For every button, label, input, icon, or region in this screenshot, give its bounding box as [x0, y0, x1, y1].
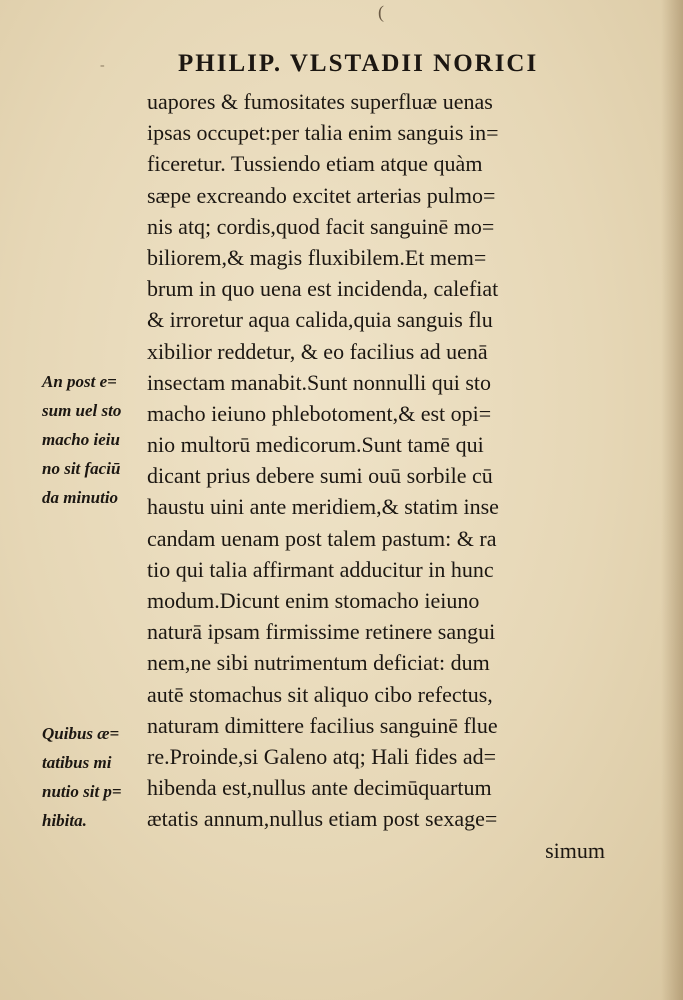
- marginal-line: nutio sit p=: [42, 782, 122, 801]
- text-line: ipsas occupet:per talia enim sanguis in=: [147, 120, 499, 146]
- marginal-line: no sit faciū: [42, 459, 121, 478]
- text-line: sæpe excreando excitet arterias pulmo=: [147, 182, 496, 208]
- text-line: insectam manabit.Sunt nonnulli qui sto: [147, 369, 492, 395]
- running-head: PHILIP. VLSTADII NORICI: [178, 50, 539, 77]
- text-line: ficeretur. Tussiendo etiam atque quàm: [147, 151, 483, 177]
- text-line: naturā ipsam firmissime retinere sangui: [147, 619, 496, 645]
- body-text: [147, 86, 607, 866]
- catchword: simum: [545, 837, 605, 863]
- marginal-line: hibita.: [42, 811, 87, 830]
- text-line: nem,ne sibi nutrimentum deficiat: dum: [147, 650, 490, 676]
- marginal-note-bloodletting-fasting: [42, 367, 121, 512]
- text-line: re.Proinde,si Galeno atq; Hali fides ad=: [147, 743, 497, 769]
- marginal-line: Quibus æ=: [42, 724, 120, 743]
- text-line: haustu uini ante meridiem,& statim inse: [147, 494, 499, 520]
- text-line: biliorem,& magis fluxibilem.Et mem=: [147, 244, 487, 270]
- marginal-line: macho ieiu: [42, 430, 120, 449]
- text-line: tio qui talia affirmant adducitur in hunc: [147, 556, 494, 582]
- text-line: nio multorū medicorum.Sunt tamē qui: [147, 432, 484, 458]
- text-line: autē stomachus sit aliquo cibo refectus,: [147, 681, 493, 707]
- text-line: & irroretur aqua calida,quia sanguis flu: [147, 307, 493, 333]
- marginal-line: da minutio: [42, 488, 119, 507]
- header-mark: -: [100, 58, 105, 73]
- text-line: macho ieiuno phlebotoment,& est opi=: [147, 400, 492, 426]
- text-line: candam uenam post talem pastum: & ra: [147, 525, 497, 551]
- text-line: xibilior reddetur, & eo facilius ad uenā: [147, 338, 488, 364]
- text-line: ætatis annum,nullus etiam post sexage=: [147, 806, 498, 832]
- marginal-note-ages: [42, 719, 122, 835]
- text-line: brum in quo uena est incidenda, calefiat: [147, 276, 499, 302]
- text-line: dicant prius debere sumi ouū sorbile cū: [147, 463, 493, 489]
- marginal-line: sum uel sto: [42, 401, 122, 420]
- marginal-line: tatibus mi: [42, 753, 112, 772]
- marginal-line: An post e=: [42, 372, 117, 391]
- text-line: hibenda est,nullus ante decimūquartum: [147, 775, 492, 801]
- text-line: naturam dimittere facilius sanguinē flue: [147, 712, 498, 738]
- text-line: modum.Dicunt enim stomacho ieiuno: [147, 588, 480, 613]
- text-line: uapores & fumositates superfluæ uenas: [147, 89, 493, 114]
- folio-mark: (: [378, 2, 384, 22]
- text-line: nis atq; cordis,quod facit sanguinē mo=: [147, 213, 495, 239]
